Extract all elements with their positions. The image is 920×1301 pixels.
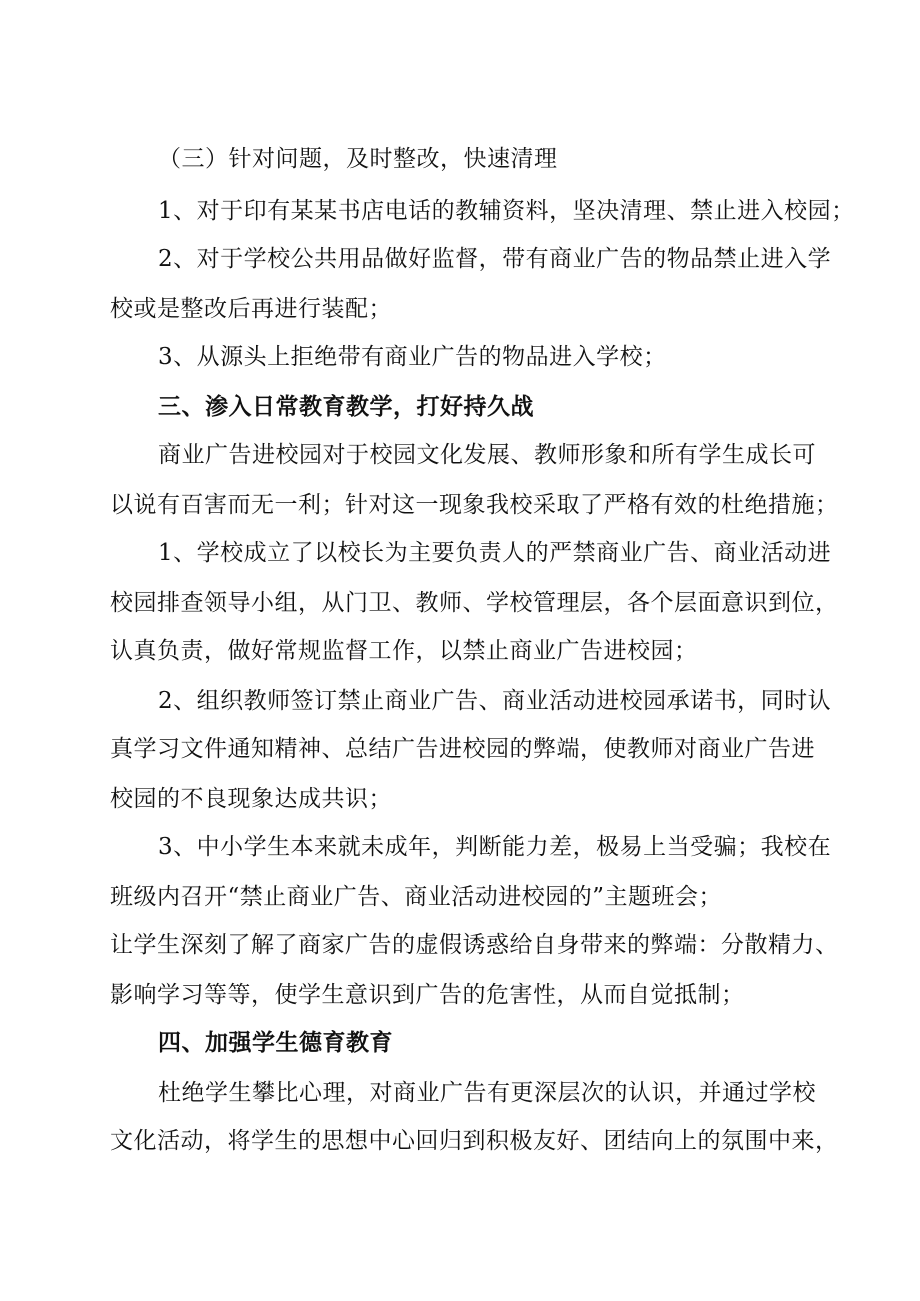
paragraph-line: 以说有百害而无一利；针对这一现象我校采取了严格有效的杜绝措施； <box>110 492 839 518</box>
paragraph-line: 3、从源头上拒绝带有商业广告的物品进入学校； <box>158 344 667 370</box>
paragraph-line: 1、学校成立了以校长为主要负责人的严禁商业广告、商业活动进 <box>158 540 832 566</box>
paragraph-line: 文化活动，将学生的思想中心回归到积极友好、团结向上的氛围中来， <box>110 1128 839 1154</box>
section-heading: 四、加强学生德育教育 <box>158 1029 393 1056</box>
paragraph-line: 商业广告进校园对于校园文化发展、教师形象和所有学生成长可 <box>158 442 816 468</box>
paragraph-line: 真学习文件通知精神、总结广告进校园的弊端，使教师对商业广告进 <box>110 736 815 762</box>
paragraph-line: 影响学习等等，使学生意识到广告的危害性，从而自觉抵制； <box>110 982 745 1008</box>
paragraph-line: 校或是整改后再进行装配； <box>110 296 392 322</box>
paragraph-line: 校园排查领导小组，从门卫、教师、学校管理层，各个层面意识到位， <box>110 590 839 616</box>
paragraph-line: 1、对于印有某某书店电话的教辅资料，坚决清理、禁止进入校园； <box>158 198 855 224</box>
paragraph-line: 2、组织教师签订禁止商业广告、商业活动进校园承诺书，同时认 <box>158 688 832 714</box>
subsection-heading: （三）针对问题，及时整改，快速清理 <box>158 146 558 172</box>
section-heading: 三、渗入日常教育教学，打好持久战 <box>158 393 534 420</box>
paragraph-line: 认真负责，做好常规监督工作，以禁止商业广告进校园； <box>110 638 698 664</box>
paragraph-line: 2、对于学校公共用品做好监督，带有商业广告的物品禁止进入学 <box>158 246 832 272</box>
paragraph-line: 班级内召开“禁止商业广告、商业活动进校园的”主题班会； <box>110 884 723 910</box>
paragraph-line: 校园的不良现象达成共识； <box>110 786 392 812</box>
paragraph-line: 让学生深刻了解了商家广告的虚假诱惑给自身带来的弊端：分散精力、 <box>110 932 839 958</box>
paragraph-line: 杜绝学生攀比心理，对商业广告有更深层次的认识，并通过学校 <box>158 1080 816 1106</box>
paragraph-line: 3、中小学生本来就未成年，判断能力差，极易上当受骗；我校在 <box>158 834 832 860</box>
